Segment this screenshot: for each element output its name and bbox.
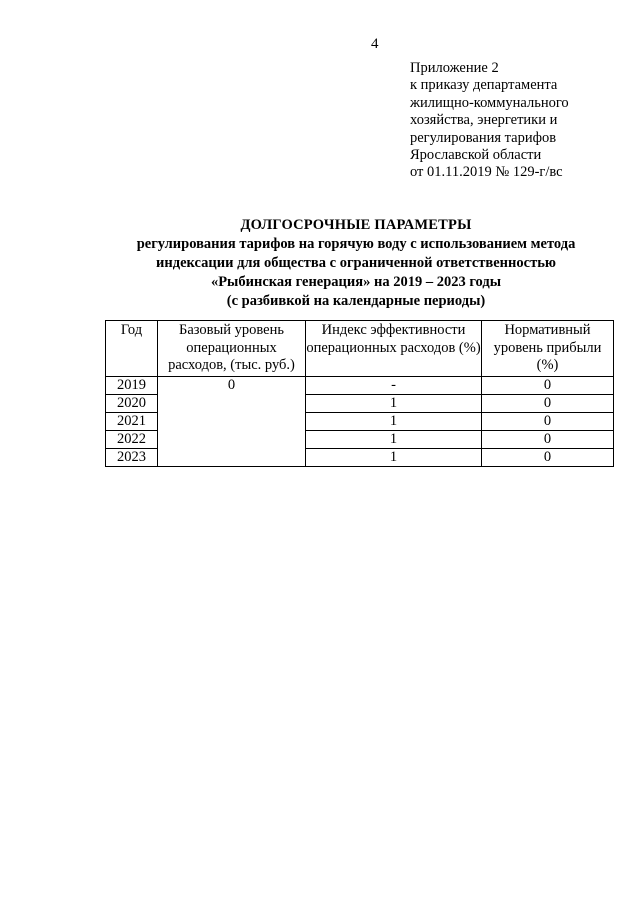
appendix-line: к приказу департамента (410, 77, 558, 94)
appendix-reference (410, 60, 569, 182)
cell-profit: 0 (482, 376, 614, 394)
header-year: Год (106, 321, 158, 377)
title-line: (с разбивкой на календарные периоды) (226, 293, 486, 309)
cell-index: - (306, 376, 482, 394)
appendix-line: жилищно-коммунального (410, 94, 569, 111)
table-row (106, 376, 614, 394)
cell-index: 1 (306, 430, 482, 448)
cell-year: 2021 (106, 412, 158, 430)
cell-profit: 0 (482, 430, 614, 448)
header-profit-level: Нормативный уровень прибыли (%) (482, 321, 614, 377)
cell-year: 2020 (106, 394, 158, 412)
page-number: 4 (371, 36, 379, 52)
cell-year: 2019 (106, 376, 158, 394)
cell-base-level: 0 (158, 376, 306, 466)
cell-profit: 0 (482, 412, 614, 430)
title-main: ДОЛГОСРОЧНЫЕ ПАРАМЕТРЫ (240, 217, 472, 233)
appendix-line: хозяйства, энергетики и (410, 112, 558, 129)
cell-profit: 0 (482, 394, 614, 412)
appendix-line: регулирования тарифов (410, 129, 557, 146)
title-line: индексации для общества с ограниченной ответственностью (156, 255, 556, 271)
appendix-line: Ярославской области (410, 147, 542, 164)
document-title (0, 216, 640, 311)
appendix-line: от 01.11.2019 № 129-г/вс (410, 164, 563, 181)
title-line: регулирования тарифов на горячую воду с использованием метода (136, 236, 576, 252)
table-header-row (106, 321, 614, 377)
cell-year: 2022 (106, 430, 158, 448)
header-base-level: Базовый уровень операционных расходов, (тыс. руб.) (158, 321, 306, 377)
cell-profit: 0 (482, 448, 614, 466)
cell-year: 2023 (106, 448, 158, 466)
cell-index: 1 (306, 412, 482, 430)
cell-index: 1 (306, 448, 482, 466)
cell-index: 1 (306, 394, 482, 412)
title-line: «Рыбинская генерация» на 2019 – 2023 годы (210, 274, 502, 290)
header-efficiency-index: Индекс эффективности операционных расходов (%) (306, 321, 482, 377)
parameters-table (105, 320, 614, 467)
appendix-line: Приложение 2 (410, 60, 499, 76)
